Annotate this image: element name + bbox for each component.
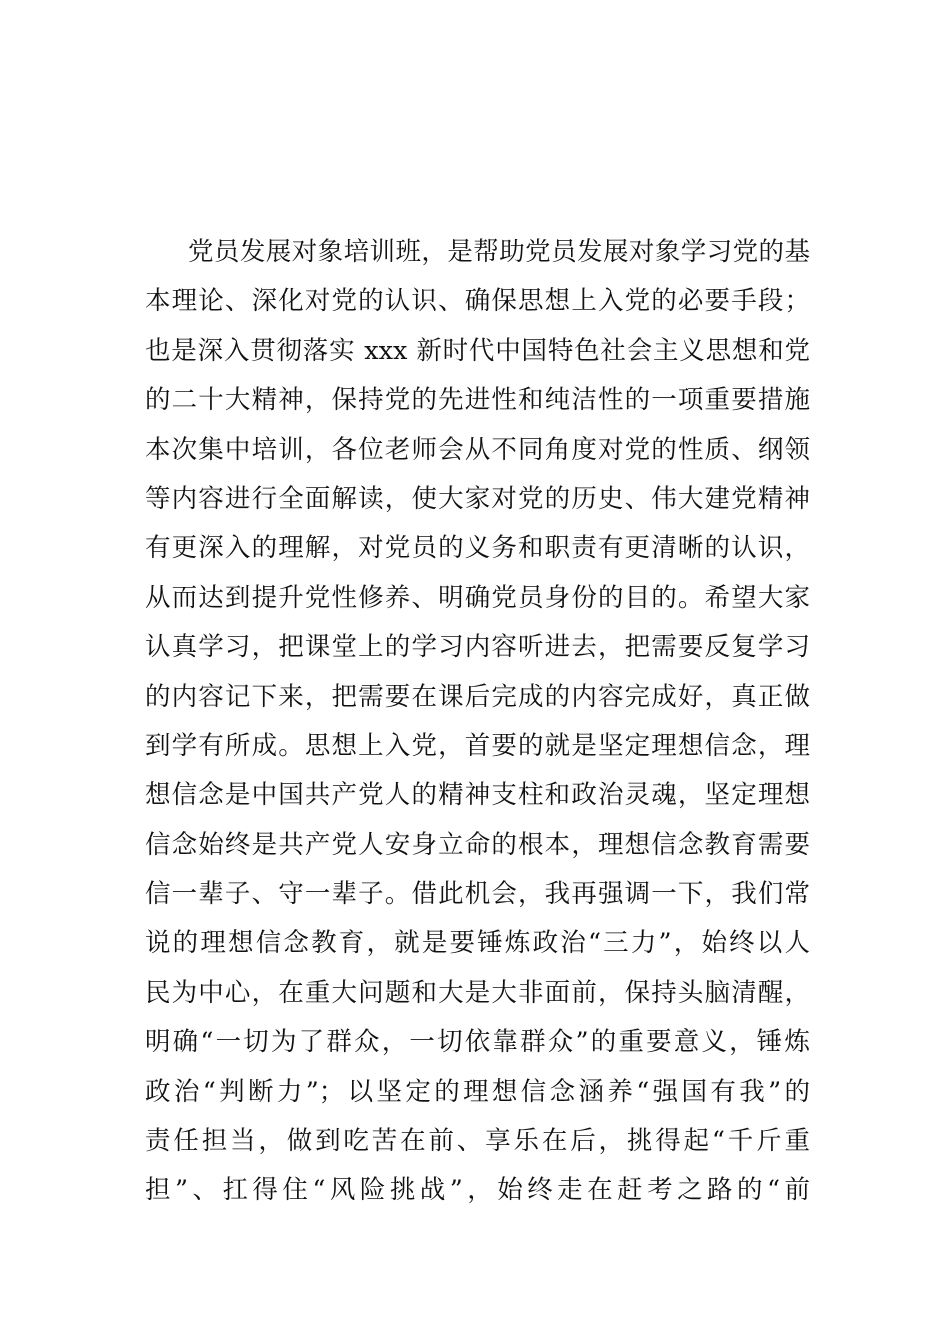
text-line: 的二十大精神，保持党的先进性和纯洁性的一项重要措施: [145, 385, 810, 416]
text-line: 本理论、深化对党的认识、确保思想上入党的必要手段；: [145, 286, 810, 317]
text-line: 党员发展对象培训班，是帮助党员发展对象学习党的基: [188, 237, 810, 267]
text-line: 的内容记下来，把需要在课后完成的内容完成好，真正做: [145, 681, 810, 712]
text-line: 政治“判断力”；以坚定的理想信念涵养“强国有我”的: [145, 1076, 810, 1107]
text-line: 认真学习，把课堂上的学习内容听进去，把需要反复学习: [145, 632, 810, 663]
text-line: 信念始终是共产党人安身立命的根本，理想信念教育需要: [145, 829, 810, 860]
text-line: 民为中心，在重大问题和大是大非面前，保持头脑清醒，: [145, 977, 810, 1008]
body-paragraph: [145, 228, 810, 1216]
text-line: 本次集中培训，各位老师会从不同角度对党的性质、纲领: [145, 434, 810, 465]
text-line: 等内容进行全面解读，使大家对党的历史、伟大建党精神: [145, 483, 810, 514]
text-line: 明确“一切为了群众，一切依靠群众”的重要意义，锤炼: [145, 1027, 810, 1058]
text-line: 从而达到提升党性修养、明确党员身份的目的。希望大家: [145, 582, 810, 613]
text-line: 担”、扛得住“风险挑战”，始终走在赶考之路的“前: [145, 1175, 810, 1206]
text-line: 责任担当，做到吃苦在前、享乐在后，挑得起“千斤重: [145, 1126, 810, 1157]
text-line: 也是深入贯彻落实 xxx 新时代中国特色社会主义思想和党: [145, 335, 810, 366]
text-line: 有更深入的理解，对党员的义务和职责有更清晰的认识，: [145, 533, 810, 564]
text-line: 说的理想信念教育，就是要锤炼政治“三力”，始终以人: [145, 928, 810, 959]
text-line: 到学有所成。思想上入党，首要的就是坚定理想信念，理: [145, 730, 810, 761]
text-line: 信一辈子、守一辈子。借此机会，我再强调一下，我们常: [145, 879, 810, 910]
text-line: 想信念是中国共产党人的精神支柱和政治灵魂，坚定理想: [145, 780, 810, 811]
